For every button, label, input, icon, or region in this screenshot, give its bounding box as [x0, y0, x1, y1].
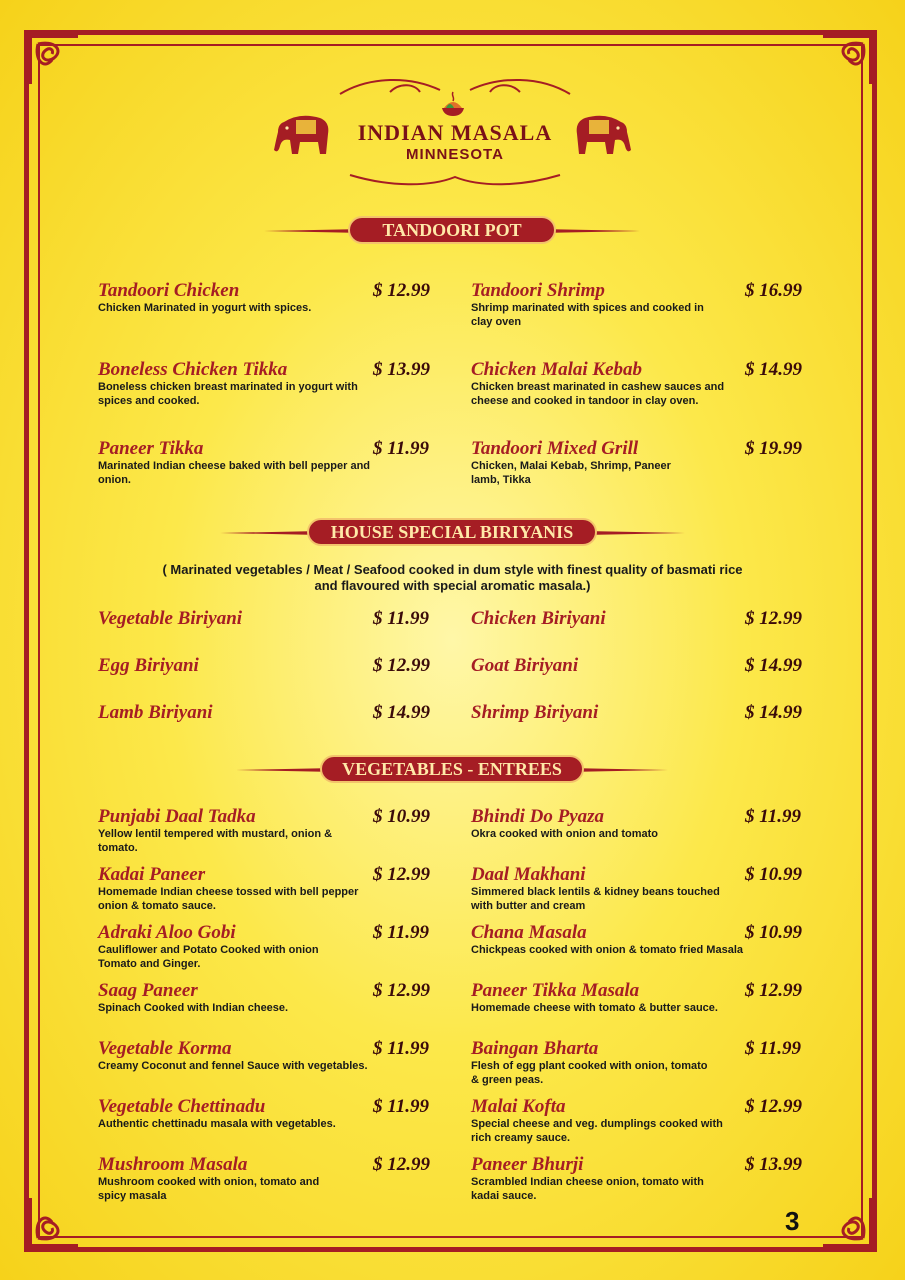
item-price: $ 12.99: [373, 280, 430, 301]
item-price: $ 10.99: [373, 806, 430, 827]
item-name: Baingan Bharta: [471, 1038, 599, 1059]
section-title: VEGETABLES - ENTREES: [320, 755, 584, 783]
item-price: $ 12.99: [373, 980, 430, 1001]
item-description: Boneless chicken breast marinated in yogurt with spices and cooked.: [98, 381, 358, 407]
restaurant-logo: [270, 70, 635, 185]
item-price: $ 16.99: [745, 280, 802, 301]
item-name: Goat Biriyani: [471, 655, 579, 676]
item-name: Vegetable Chettinadu: [98, 1096, 266, 1117]
item-name: Saag Paneer: [98, 980, 198, 1001]
item-description: Marinated Indian cheese baked with bell pepper and onion.: [98, 460, 371, 486]
elephant-icon: [569, 110, 635, 160]
item-price: $ 14.99: [745, 359, 802, 380]
section-banner-vegetables: [236, 755, 668, 785]
item-name: Tandoori Shrimp: [471, 280, 605, 301]
item-name: Shrimp Biriyani: [471, 702, 599, 723]
item-description: Chicken Marinated in yogurt with spices.: [98, 302, 312, 314]
item-price: $ 11.99: [745, 1038, 801, 1059]
item-price: $ 12.99: [745, 980, 802, 1001]
section-title: HOUSE SPECIAL BIRIYANIS: [307, 518, 597, 546]
item-price: $ 19.99: [745, 438, 802, 459]
item-price: $ 10.99: [745, 922, 802, 943]
elephant-icon: [270, 110, 336, 160]
item-name: Chicken Biriyani: [471, 608, 606, 629]
item-price: $ 12.99: [373, 1154, 430, 1175]
item-description: Chicken, Malai Kebab, Shrimp, Paneer lamb, Tikka: [471, 460, 671, 486]
item-description: Creamy Coconut and fennel Sauce with vegetables.: [98, 1060, 368, 1072]
item-name: Vegetable Biriyani: [98, 608, 243, 629]
corner-ornament-icon: [24, 1196, 80, 1252]
item-description: Homemade cheese with tomato & butter sauce.: [471, 1002, 718, 1014]
section-banner-biriyani: [220, 518, 685, 548]
item-name: Paneer Tikka: [98, 438, 204, 459]
item-description: Cauliflower and Potato Cooked with onion Tomato and Ginger.: [98, 944, 319, 970]
section-banner-tandoori: [264, 216, 640, 246]
item-price: $ 13.99: [745, 1154, 802, 1175]
page-number: 3: [785, 1206, 800, 1236]
corner-ornament-icon: [24, 30, 80, 86]
item-price: $ 12.99: [373, 655, 430, 676]
item-price: $ 11.99: [373, 608, 429, 629]
item-description: Spinach Cooked with Indian cheese.: [98, 1002, 289, 1014]
item-price: $ 11.99: [373, 1096, 429, 1117]
item-price: $ 14.99: [745, 655, 802, 676]
item-price: $ 13.99: [373, 359, 430, 380]
item-description: Simmered black lentils & kidney beans touched with butter and cream: [471, 886, 720, 912]
item-description: Authentic chettinadu masala with vegetables.: [98, 1118, 336, 1130]
section-intro: ( Marinated vegetables / Meat / Seafood cooked in dum style with finest quality of basmati rice and flavoured with special aromatic masala.): [162, 562, 743, 593]
item-name: Kadai Paneer: [98, 864, 206, 885]
item-price: $ 14.99: [745, 702, 802, 723]
item-description: Scrambled Indian cheese onion, tomato with kadai sauce.: [471, 1176, 704, 1202]
item-name: Mushroom Masala: [98, 1154, 248, 1175]
brand-name: INDIAN MASALA: [357, 120, 553, 145]
item-name: Adraki Aloo Gobi: [98, 922, 236, 943]
item-price: $ 11.99: [373, 438, 429, 459]
item-name: Paneer Bhurji: [471, 1154, 584, 1175]
item-price: $ 12.99: [745, 608, 802, 629]
item-price: $ 12.99: [373, 864, 430, 885]
item-description: Special cheese and veg. dumplings cooked with rich creamy sauce.: [471, 1118, 723, 1144]
item-name: Egg Biriyani: [98, 655, 199, 676]
item-price: $ 11.99: [373, 1038, 429, 1059]
item-description: Homemade Indian cheese tossed with bell pepper onion & tomato sauce.: [98, 886, 359, 912]
item-name: Paneer Tikka Masala: [471, 980, 640, 1001]
item-name: Vegetable Korma: [98, 1038, 232, 1059]
item-price: $ 12.99: [745, 1096, 802, 1117]
item-name: Chicken Malai Kebab: [471, 359, 643, 380]
item-price: $ 14.99: [373, 702, 430, 723]
item-description: Chicken breast marinated in cashew sauces and cheese and cooked in tandoor in clay oven.: [471, 381, 725, 407]
item-name: Chana Masala: [471, 922, 587, 943]
brand-location: MINNESOTA: [406, 146, 504, 163]
item-name: Tandoori Mixed Grill: [471, 438, 639, 459]
item-name: Lamb Biriyani: [98, 702, 213, 723]
item-description: Flesh of egg plant cooked with onion, tomato & green peas.: [471, 1060, 708, 1086]
item-description: Yellow lentil tempered with mustard, onion & tomato.: [98, 828, 333, 854]
item-name: Malai Kofta: [471, 1096, 566, 1117]
item-description: Chickpeas cooked with onion & tomato fried Masala: [471, 944, 743, 956]
item-price: $ 10.99: [745, 864, 802, 885]
corner-ornament-icon: [821, 1196, 877, 1252]
corner-ornament-icon: [821, 30, 877, 86]
ornament-swirl-icon: [330, 164, 580, 194]
item-name: Tandoori Chicken: [98, 280, 240, 301]
item-name: Bhindi Do Pyaza: [471, 806, 605, 827]
item-description: Okra cooked with onion and tomato: [471, 828, 659, 840]
item-name: Boneless Chicken Tikka: [98, 359, 288, 380]
item-price: $ 11.99: [745, 806, 801, 827]
item-name: Punjabi Daal Tadka: [98, 806, 256, 827]
masala-bowl-icon: [438, 88, 468, 118]
item-description: Shrimp marinated with spices and cooked in clay oven: [471, 302, 704, 328]
item-description: Mushroom cooked with onion, tomato and spicy masala: [98, 1176, 320, 1202]
section-title: TANDOORI POT: [348, 216, 556, 244]
item-name: Daal Makhani: [471, 864, 586, 885]
item-price: $ 11.99: [373, 922, 429, 943]
